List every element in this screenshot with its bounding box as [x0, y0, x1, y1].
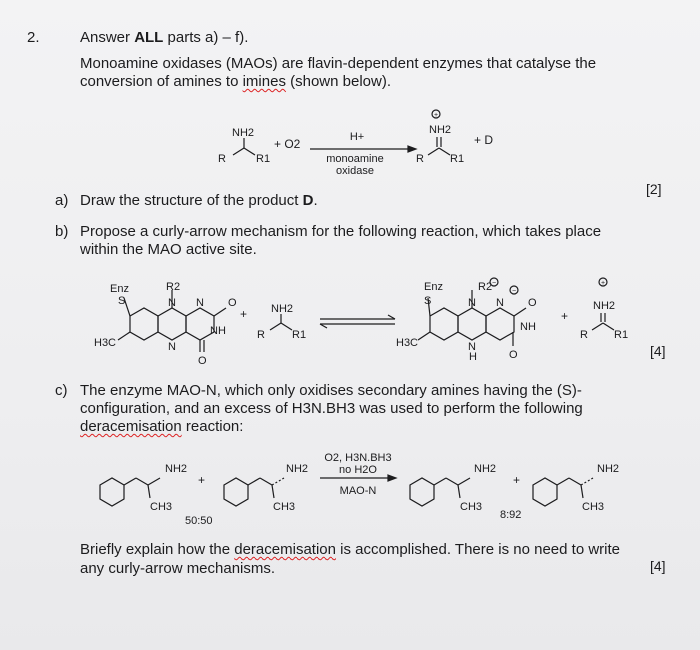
b-r2-right: R2	[478, 281, 493, 293]
b-o-left-1: O	[228, 297, 237, 309]
b-plus-2: +	[561, 309, 569, 323]
b-n-left-1: N	[168, 297, 176, 309]
part-b-label: b)	[55, 223, 69, 240]
b-n-right-1: N	[468, 297, 476, 309]
final-line-1-post: is accomplished. There is no need to write	[335, 541, 621, 558]
b-h-right: H	[469, 351, 477, 363]
part-c-label: c)	[55, 382, 68, 399]
part-c-line-3-post: reaction:	[181, 418, 244, 435]
part-a-label: a)	[55, 192, 69, 209]
scheme1-r: R	[218, 153, 226, 165]
c-cond-bottom: MAO-N	[339, 485, 377, 497]
scheme1-r1: R1	[256, 153, 271, 165]
intro-line-2-pre: conversion of amines to	[80, 73, 243, 90]
intro-line-1: Monoamine oxidases (MAOs) are flavin-dependent enzymes that catalyse the	[80, 55, 597, 72]
c-nh2-1: NH2	[165, 463, 188, 475]
b-n-right-2: N	[496, 297, 504, 309]
part-a-text	[80, 192, 318, 210]
c-cond-mid: no H2O	[339, 464, 377, 476]
final-deracemisation: deracemisation	[234, 541, 336, 558]
part-b-line-2: within the MAO active site.	[80, 241, 257, 258]
part-a-bold: D	[302, 192, 314, 209]
scheme-flavin-mechanism	[0, 268, 700, 378]
c-plus-1: +	[198, 473, 206, 487]
final-line-1	[80, 541, 620, 559]
c-ratio-left: 50:50	[185, 515, 213, 527]
b-n-left-3: N	[168, 341, 176, 353]
b-r1-left: R1	[292, 329, 307, 341]
c-ch3-1: CH3	[150, 501, 173, 513]
svg-text:−: −	[491, 280, 497, 287]
b-r-left: R	[257, 329, 265, 341]
part-c-deracemisation: deracemisation	[80, 418, 182, 435]
scheme1-arrow-bottom-1: monoamine	[326, 153, 384, 165]
part-c-line-3	[80, 418, 243, 436]
instruction-pre: Answer	[80, 29, 135, 46]
svg-text:−: −	[511, 288, 517, 295]
b-enz-right: Enz	[424, 281, 443, 293]
final-marks: [4]	[650, 558, 666, 574]
b-n-right-3: N	[468, 341, 476, 353]
c-cond-top: O2, H3N.BH3	[324, 452, 392, 464]
part-c-line-2: configuration, and an excess of H3N.BH3 was used to perform the following	[80, 400, 583, 417]
c-ch3-4: CH3	[582, 501, 605, 513]
question-number: 2.	[27, 29, 40, 46]
c-ratio-right: 8:92	[500, 509, 522, 521]
instruction-bold: ALL	[134, 29, 164, 46]
intro-line-2-post: (shown below).	[285, 73, 391, 90]
c-nh2-2: NH2	[286, 463, 309, 475]
b-r2-left: R2	[166, 281, 181, 293]
c-ch3-2: CH3	[273, 501, 296, 513]
scheme1-arrow-top: H+	[349, 131, 365, 143]
scheme1-plus-o2: + O2	[274, 137, 301, 151]
part-a-post: .	[313, 192, 318, 209]
intro-line-2	[80, 73, 391, 91]
b-enz-left: Enz	[110, 283, 129, 295]
part-a-marks: [2]	[646, 181, 662, 197]
b-r-right: R	[580, 329, 588, 341]
scheme1-imine-r: R	[416, 153, 424, 165]
b-nh2-right: NH2	[593, 300, 616, 312]
scheme1-imine-nh2: NH2	[429, 124, 452, 136]
scheme-deracemisation	[0, 440, 700, 535]
final-line-2: any curly-arrow mechanisms.	[80, 560, 276, 577]
svg-text:+: +	[600, 280, 606, 287]
c-nh2-3: NH2	[474, 463, 497, 475]
svg-text:+: +	[433, 112, 439, 119]
c-ch3-3: CH3	[460, 501, 483, 513]
instruction-post: parts a) – f).	[163, 29, 249, 46]
b-s-right: S	[424, 295, 432, 307]
part-b-marks: [4]	[650, 343, 666, 359]
part-b-line-1: Propose a curly-arrow mechanism for the following reaction, which takes place	[80, 223, 602, 240]
scheme1-plus-d: + D	[474, 133, 494, 147]
intro-imines: imines	[242, 73, 286, 90]
b-r1-right: R1	[614, 329, 629, 341]
c-plus-2: +	[513, 473, 521, 487]
b-o-left-2: O	[198, 355, 207, 367]
b-o-right-2: O	[509, 349, 518, 361]
scheme-amine-to-imine	[0, 100, 700, 200]
scheme1-arrow-bottom-2: oxidase	[336, 165, 374, 177]
scheme1-imine-r1: R1	[450, 153, 465, 165]
part-c-line-1: The enzyme MAO-N, which only oxidises secondary amines having the (S)-	[80, 382, 582, 399]
b-s-left: S	[118, 295, 126, 307]
scheme1-amine-nh2: NH2	[232, 127, 255, 139]
c-nh2-4: NH2	[597, 463, 620, 475]
part-a-pre: Draw the structure of the product	[80, 192, 303, 209]
b-n-left-2: N	[196, 297, 204, 309]
b-o-right-1: O	[528, 297, 537, 309]
final-line-1-pre: Briefly explain how the	[80, 541, 235, 558]
b-nh2-left: NH2	[271, 303, 294, 315]
instruction	[80, 29, 248, 47]
b-nh-left: NH	[210, 325, 226, 337]
b-h3c-left: H3C	[94, 337, 117, 349]
b-plus-1: +	[240, 307, 248, 321]
b-h3c-right: H3C	[396, 337, 419, 349]
b-nh-right: NH	[520, 321, 536, 333]
